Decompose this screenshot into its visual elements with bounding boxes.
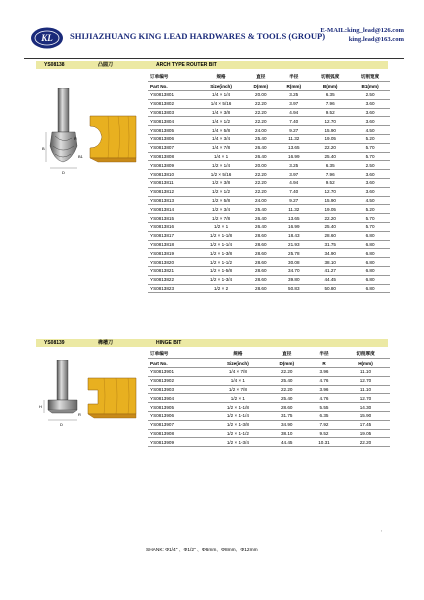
table-cell: 25.40: [280, 395, 293, 401]
section-code: YS08139: [44, 340, 65, 346]
table-cell: 5.20: [365, 136, 375, 142]
table-cell: 1/2 × 1-3/4: [226, 439, 249, 445]
label-b: B: [42, 146, 45, 151]
table-cell: 19.05: [324, 206, 336, 212]
table-cell: 1/4 × 3/4: [212, 136, 231, 142]
header-cell: H(mm): [358, 360, 373, 366]
table-cell: 4.50: [365, 127, 375, 133]
table-cell: YS0813810: [150, 171, 175, 177]
header-cell: 切削弧度: [320, 74, 340, 80]
shank-shape: [57, 360, 68, 400]
table-cell: 4.76: [319, 378, 329, 384]
table-cell: YS0813801: [150, 92, 175, 98]
table-cell: YS0813909: [150, 439, 175, 445]
table-cell: 28.60: [255, 286, 267, 292]
table-cell: YS0813804: [150, 118, 175, 124]
table-cell: 1/2 × 1-1/8: [226, 404, 249, 410]
table-row: [148, 170, 390, 179]
table-cell: 22.20: [280, 369, 293, 375]
header-cell: 规格: [233, 351, 243, 357]
table-cell: 6.80: [365, 233, 375, 239]
table-cell: YS0813821: [150, 268, 175, 274]
table-cell: 1/2 × 1-3/8: [226, 422, 249, 428]
table-header-en: [148, 82, 390, 91]
table-row: [148, 161, 390, 170]
table-cell: YS0813811: [150, 180, 174, 186]
email-primary[interactable]: king_lead@126.com: [347, 27, 404, 34]
table-cell: 9.52: [319, 431, 329, 437]
table-cell: 7.92: [319, 422, 329, 428]
table-cell: 3.60: [365, 189, 375, 195]
table-cell: YS0813903: [150, 387, 175, 393]
header-cell: 直径: [282, 351, 292, 357]
table-row: [148, 412, 390, 421]
label-d: D: [60, 422, 63, 427]
table-row: [148, 117, 390, 126]
table-cell: 22.20: [280, 387, 293, 393]
table-cell: 6.35: [319, 413, 329, 419]
table-cell: 2.50: [365, 162, 375, 168]
table-cell: 3.97: [289, 101, 299, 107]
table-row: [148, 394, 390, 403]
table-cell: YS0813902: [150, 378, 175, 384]
table-cell: 25.40: [255, 136, 267, 142]
table-cell: 4.94: [289, 180, 299, 186]
table-row: [148, 99, 390, 108]
table-cell: 26.40: [255, 154, 267, 160]
wood-profile: [90, 116, 136, 162]
company-logo: [30, 26, 64, 50]
table-cell: 38.10: [324, 259, 336, 265]
table-cell: 13.65: [288, 215, 300, 221]
header-cell: R: [322, 360, 326, 366]
arch-bit-table: [148, 73, 390, 293]
table-cell: 13.65: [288, 145, 300, 151]
table-cell: 1/4 × 7/8: [228, 369, 247, 375]
header-cell: Part No.: [150, 360, 168, 366]
table-row: [148, 91, 390, 100]
table-row: [148, 438, 390, 447]
table-row: [148, 223, 390, 232]
table-cell: 41.27: [324, 268, 336, 274]
header-cell: B(mm): [322, 83, 338, 89]
table-cell: 1/4 × 1/2: [212, 118, 231, 124]
table-row: [148, 196, 390, 205]
table-cell: 1/2 × 1-3/8: [210, 250, 233, 256]
table-cell: 22.20: [324, 145, 336, 151]
table-cell: 3.25: [289, 92, 299, 98]
header-cell: 半径: [319, 351, 329, 357]
table-cell: 22.20: [255, 118, 267, 124]
shank-note: SHANK: Φ1/4" 、Φ1/2" 、Φ6mm、Φ8mm、Φ12mm: [146, 548, 258, 553]
table-cell: 28.60: [255, 268, 267, 274]
table-cell: YS0813806: [150, 136, 175, 142]
table-cell: YS0813819: [150, 250, 175, 256]
table-cell: YS0813807: [150, 145, 175, 151]
table-cell: 4.94: [289, 110, 299, 116]
page-header: [24, 26, 404, 58]
table-row: [148, 179, 390, 188]
table-cell: 11.10: [359, 387, 372, 393]
table-cell: 19.05: [324, 136, 336, 142]
header-cell: 订单编号: [150, 351, 169, 357]
table-cell: 1/2 × 1-1/2: [210, 259, 233, 265]
table-cell: 11.32: [288, 136, 300, 142]
table-cell: 24.00: [255, 198, 267, 204]
table-cell: 28.60: [255, 242, 267, 248]
table-cell: 4.76: [319, 395, 329, 401]
table-cell: 1/4 × 1/4: [212, 92, 231, 98]
table-cell: 1/4 × 3/8: [212, 110, 231, 116]
table-cell: 25.78: [288, 250, 300, 256]
table-cell: 20.00: [255, 92, 267, 98]
table-cell: 14.30: [359, 404, 372, 410]
table-cell: YS0813823: [150, 286, 175, 292]
table-cell: 22.20: [255, 171, 267, 177]
table-cell: 22.20: [359, 439, 372, 445]
header-cell: 半径: [289, 74, 299, 80]
table-cell: 6.80: [365, 242, 375, 248]
table-cell: 1/2 × 1-3/4: [210, 277, 233, 283]
header-cell: Size(inch): [210, 83, 232, 89]
table-cell: YS0813901: [150, 369, 175, 375]
table-cell: YS0813809: [150, 162, 175, 168]
table-row: [148, 258, 390, 267]
table-cell: 22.20: [255, 180, 267, 186]
table-cell: 6.80: [365, 286, 375, 292]
table-cell: YS0813816: [150, 224, 175, 230]
table-cell: 28.60: [255, 233, 267, 239]
table-cell: 3.25: [289, 162, 299, 168]
table-row: [148, 152, 390, 161]
table-cell: 25.40: [280, 378, 293, 384]
table-cell: YS0813908: [150, 431, 175, 437]
table-cell: 15.90: [324, 127, 336, 133]
page-mark: ,: [381, 527, 383, 533]
table-cell: 26.40: [255, 224, 267, 230]
table-cell: 28.60: [255, 277, 267, 283]
table-cell: 25.40: [255, 206, 267, 212]
table-cell: 22.20: [255, 110, 267, 116]
table-cell: 1/2 × 1/4: [212, 162, 231, 168]
table-cell: 1/2 × 5/16: [210, 171, 232, 177]
table-cell: 15.90: [359, 413, 372, 419]
table-cell: 44.45: [280, 439, 293, 445]
section-cn-name: 榫槽刀: [98, 340, 114, 346]
logo-text: KL: [41, 33, 53, 43]
table-cell: 3.97: [289, 171, 299, 177]
table-cell: 3.60: [365, 180, 375, 186]
table-row: [148, 205, 390, 214]
table-cell: 1/2 × 1-1/2: [226, 431, 249, 437]
table-cell: 34.90: [324, 250, 336, 256]
table-cell: 24.00: [255, 127, 267, 133]
hinge-bit-table: [148, 350, 390, 447]
table-cell: 20.00: [255, 162, 267, 168]
table-cell: 1/2 × 3/4: [212, 206, 231, 212]
header-cell: D(mm): [253, 83, 269, 89]
table-cell: YS0813802: [150, 101, 175, 107]
table-row: [148, 420, 390, 429]
table-cell: 1/4 × 5/8: [212, 127, 231, 133]
table-cell: 22.20: [324, 215, 336, 221]
header-cell: 直径: [256, 74, 266, 80]
table-cell: 26.40: [255, 215, 267, 221]
header-cell: D(mm): [279, 360, 294, 366]
table-cell: 25.40: [324, 224, 336, 230]
table-cell: YS0813904: [150, 395, 175, 401]
table-cell: 50.80: [324, 286, 336, 292]
table-row: [148, 187, 390, 196]
table-cell: YS0813805: [150, 127, 175, 133]
section-bar-arch: [36, 61, 388, 69]
table-cell: 12.70: [359, 378, 372, 384]
table-row: [148, 214, 390, 223]
table-cell: 3.60: [365, 101, 375, 107]
table-header-en: [148, 359, 390, 368]
label-h: H: [39, 404, 42, 409]
table-cell: 6.35: [325, 162, 335, 168]
table-cell: 1/2 × 1-1/4: [210, 242, 233, 248]
table-cell: 1/2 × 1/2: [212, 189, 231, 195]
table-cell: YS0813808: [150, 154, 175, 160]
table-cell: 28.60: [324, 233, 336, 239]
table-cell: 34.70: [288, 268, 300, 274]
table-row: [148, 403, 390, 412]
table-cell: 7.96: [325, 171, 335, 177]
table-cell: 6.35: [325, 92, 335, 98]
table-cell: 1/2 × 7/8: [212, 215, 231, 221]
label-b1: B1: [78, 154, 83, 159]
section-cn-name: 凸圆刀: [98, 62, 114, 68]
table-cell: 1/2 × 2: [213, 286, 229, 292]
table-cell: 30.08: [288, 259, 300, 265]
table-row: [148, 429, 390, 438]
table-row: [148, 275, 390, 284]
arch-bit-diagram: [38, 88, 138, 178]
header-cell: Part No.: [150, 83, 168, 89]
table-cell: 3.60: [365, 118, 375, 124]
table-cell: YS0813803: [150, 110, 175, 116]
table-cell: 50.83: [288, 286, 300, 292]
table-cell: 10.31: [318, 439, 330, 445]
table-row: [148, 267, 390, 276]
header-cell: 规格: [216, 74, 226, 80]
table-cell: YS0813814: [150, 206, 175, 212]
cutter-shape: [48, 400, 77, 410]
table-cell: 31.75: [280, 413, 293, 419]
table-cell: 1/2 × 1-1/4: [226, 413, 249, 419]
table-cell: YS0813818: [150, 242, 175, 248]
table-cell: 12.70: [324, 189, 336, 195]
table-header-cn: [148, 350, 390, 359]
table-cell: 6.80: [365, 277, 375, 283]
table-cell: 3.96: [319, 369, 329, 375]
table-cell: 9.52: [325, 110, 335, 116]
table-cell: 25.40: [324, 154, 336, 160]
table-cell: 15.90: [324, 198, 336, 204]
label-r: R: [78, 412, 81, 417]
table-row: [148, 143, 390, 152]
table-cell: 6.80: [365, 268, 375, 274]
table-cell: 39.80: [288, 277, 300, 283]
table-cell: 22.20: [255, 101, 267, 107]
table-cell: 12.70: [324, 118, 336, 124]
table-cell: 18.43: [288, 233, 300, 239]
header-divider: [24, 58, 404, 59]
header-cell: 切削宽度: [360, 74, 380, 80]
header-cell: B1(mm): [361, 83, 379, 89]
table-row: [148, 249, 390, 258]
table-row: [148, 376, 390, 385]
table-cell: 3.60: [365, 171, 375, 177]
table-row: [148, 385, 390, 394]
table-cell: 22.20: [255, 189, 267, 195]
header-cell: R(mm): [286, 83, 302, 89]
table-cell: 5.70: [365, 154, 375, 160]
table-cell: 28.60: [255, 259, 267, 265]
table-row: [148, 284, 390, 293]
label-r: R: [74, 136, 77, 141]
table-row: [148, 135, 390, 144]
header-cell: 订单编号: [150, 74, 169, 80]
table-cell: 28.60: [255, 250, 267, 256]
section-en-name: ARCH TYPE ROUTER BIT: [156, 62, 217, 68]
table-cell: 11.10: [359, 369, 372, 375]
wood-profile: [88, 378, 136, 418]
table-cell: 9.52: [325, 180, 335, 186]
header-cell: 切削厚度: [356, 351, 375, 357]
table-cell: 2.50: [365, 92, 375, 98]
table-row: [148, 126, 390, 135]
table-cell: 5.70: [365, 215, 375, 221]
shank-shape: [58, 88, 69, 132]
company-name: SHIJIAZHUANG KING LEAD HARDWARES & TOOLS (GROUP): [70, 31, 326, 41]
section-code: YS08138: [44, 62, 65, 68]
table-cell: 6.80: [365, 259, 375, 265]
table-cell: 19.05: [359, 431, 372, 437]
table-cell: 3.96: [319, 387, 329, 393]
table-cell: 9.27: [289, 198, 299, 204]
table-cell: YS0813907: [150, 422, 175, 428]
table-cell: 4.50: [365, 198, 375, 204]
table-cell: 34.90: [280, 422, 293, 428]
table-cell: 1/4 × 7/8: [212, 145, 231, 151]
table-cell: 1/2 × 1: [230, 395, 245, 401]
table-cell: 3.60: [365, 110, 375, 116]
table-cell: 1/2 × 5/8: [212, 198, 231, 204]
table-cell: YS0813813: [150, 198, 175, 204]
table-row: [148, 240, 390, 249]
table-cell: YS0813817: [150, 233, 175, 239]
table-row: [148, 368, 390, 377]
table-cell: YS0813812: [150, 189, 175, 195]
table-cell: YS0813905: [150, 404, 175, 410]
table-cell: 1/2 × 1-1/8: [210, 233, 233, 239]
table-cell: 5.55: [319, 404, 329, 410]
table-cell: 44.45: [324, 277, 336, 283]
table-cell: 28.60: [280, 404, 293, 410]
table-cell: 1/2 × 1: [213, 224, 229, 230]
table-cell: YS0813815: [150, 215, 175, 221]
table-cell: 12.70: [359, 395, 372, 401]
hinge-bit-diagram: [38, 360, 138, 430]
table-cell: YS0813906: [150, 413, 175, 419]
table-cell: 7.40: [289, 118, 299, 124]
email-block: [302, 26, 404, 44]
label-d: D: [62, 170, 65, 175]
table-cell: 26.40: [255, 145, 267, 151]
table-cell: 11.32: [288, 206, 300, 212]
table-cell: 16.99: [288, 154, 300, 160]
table-cell: 38.10: [280, 431, 293, 437]
table-cell: YS0813820: [150, 259, 175, 265]
table-cell: 7.96: [325, 101, 335, 107]
email-label: E-MAIL:: [320, 27, 348, 34]
table-cell: 21.93: [288, 242, 300, 248]
table-cell: 1/4 × 1: [230, 378, 245, 384]
table-cell: YS0813822: [150, 277, 175, 283]
table-cell: 1/2 × 1-5/8: [210, 268, 233, 274]
table-cell: 1/4 × 5/16: [210, 101, 232, 107]
section-bar-hinge: [36, 339, 388, 347]
table-cell: 7.40: [289, 189, 299, 195]
table-cell: 31.75: [324, 242, 336, 248]
table-header-cn: [148, 73, 390, 82]
section-en-name: HINGE BIT: [156, 340, 182, 346]
table-cell: 5.20: [365, 206, 375, 212]
table-cell: 16.99: [288, 224, 300, 230]
table-cell: 5.70: [365, 145, 375, 151]
table-row: [148, 108, 390, 117]
table-cell: 1/4 × 1: [213, 154, 229, 160]
table-row: [148, 231, 390, 240]
table-cell: 9.27: [289, 127, 299, 133]
email-secondary[interactable]: king.lead@163.com: [348, 36, 404, 43]
table-cell: 1/2 × 7/8: [228, 387, 247, 393]
header-cell: Size(inch): [227, 360, 249, 366]
table-cell: 1/2 × 3/8: [212, 180, 231, 186]
table-cell: 17.45: [359, 422, 372, 428]
table-cell: 5.70: [365, 224, 375, 230]
table-cell: 6.80: [365, 250, 375, 256]
